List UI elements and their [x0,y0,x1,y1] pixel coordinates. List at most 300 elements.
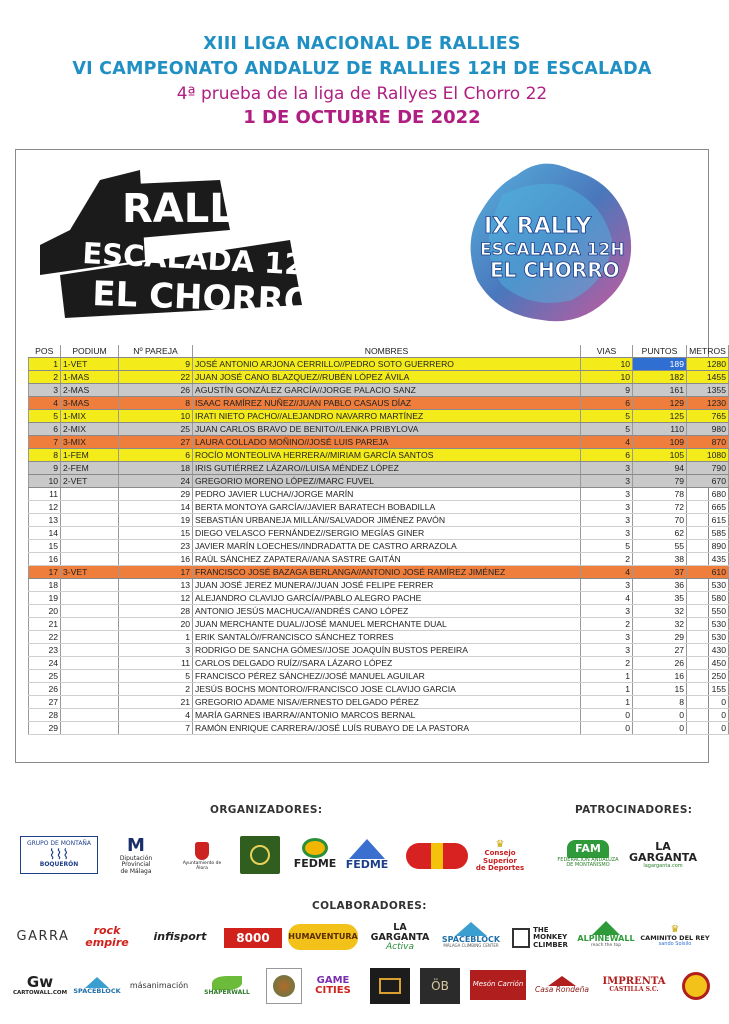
game-l2: CITIES [315,985,351,996]
cell-vias: 10 [581,358,633,371]
cell-vias: 3 [581,527,633,540]
cell-metros: 1230 [687,397,729,410]
monkey-l1: THE [533,925,549,934]
cell-pos: 1 [29,358,61,371]
title-liga: XIII LIGA NACIONAL DE RALLIES [203,34,521,54]
cell-vias: 0 [581,722,633,735]
rally-escalada-logo [40,170,330,322]
patrocinadores-heading: PATROCINADORES: [575,804,693,816]
table-row [29,462,729,475]
cell-metros: 615 [687,514,729,527]
cell-nombres: GREGORIO ADAME NISA//ERNESTO DELGADO PÉREZ [193,696,581,709]
spaceblock-peak-icon [455,922,487,936]
garganta-sub: lagarganta.com [643,862,683,869]
cell-metros: 530 [687,631,729,644]
cell-metros: 680 [687,488,729,501]
crown-icon: ♛ [495,838,505,850]
cell-nombres: JUAN CARLOS BRAVO DE BENITO//LENKA PRIBYLOVA [193,423,581,436]
table-row [29,527,729,540]
cell-metros: 765 [687,410,729,423]
square-art-logo [266,968,302,1004]
table-row [29,722,729,735]
cell-podium [61,618,119,631]
cell-vias: 6 [581,397,633,410]
cell-vias: 3 [581,514,633,527]
cell-puntos: 109 [633,436,687,449]
cell-pos: 28 [29,709,61,722]
cell-pos: 13 [29,514,61,527]
dark-square-logo [370,968,410,1004]
cell-podium: 2-VET [61,475,119,488]
cell-podium [61,592,119,605]
cell-vias: 3 [581,462,633,475]
cell-vias: 5 [581,423,633,436]
cell-podium [61,631,119,644]
cell-pareja: 11 [119,657,193,670]
table-row [29,475,729,488]
game-cities-logo [308,970,358,1002]
shaperwall-text: SHAPERWALL [204,988,250,996]
cell-puntos: 37 [633,566,687,579]
meson-carrion-logo: Mesón Carrión [470,970,526,1000]
alpinewall-sub: reach the top [590,942,622,948]
cell-vias: 6 [581,449,633,462]
logo1-chorro-text: EL CHORRO [91,274,314,322]
cell-vias: 4 [581,436,633,449]
table-row [29,371,729,384]
cell-pareja: 26 [119,384,193,397]
cell-nombres: GREGORIO MORENO LÓPEZ//MARC FUVEL [193,475,581,488]
cell-pareja: 6 [119,449,193,462]
table-row [29,488,729,501]
cell-pos: 7 [29,436,61,449]
fish-icon: ⌇⌇⌇ [48,846,70,863]
fam-badge: FAM [567,840,609,858]
la-garganta-activa-logo [364,924,436,952]
cell-nombres: CARLOS DELGADO RUÍZ//SARA LÁZARO LÓPEZ [193,657,581,670]
cell-puntos: 182 [633,371,687,384]
cell-vias: 5 [581,410,633,423]
cell-puntos: 36 [633,579,687,592]
cell-pos: 4 [29,397,61,410]
cell-podium: 3-MAS [61,397,119,410]
cell-pareja: 24 [119,475,193,488]
cell-metros: 1080 [687,449,729,462]
cell-nombres: RAÚL SÁNCHEZ ZAPATERA//ANA SASTRE GAITÁN [193,553,581,566]
fam-logo [556,830,620,878]
spaceblock-small-text: SPACEBLOCK [73,987,121,996]
csd-mark-icon [406,843,468,869]
cell-puntos: 72 [633,501,687,514]
cell-puntos: 8 [633,696,687,709]
csd-l3: de Deportes [475,863,525,872]
round-emblem-icon [682,972,710,1000]
imprenta-l1: IMPRENTA [602,975,666,987]
cell-nombres: BERTA MONTOYA GARCÍA//JAVIER BARATECH BOBADILLA [193,501,581,514]
cell-pareja: 5 [119,670,193,683]
csd-mark-logo [402,838,472,874]
col-puntos-header: PUNTOS [633,345,687,358]
cell-pareja: 19 [119,514,193,527]
cell-vias: 1 [581,683,633,696]
cell-puntos: 110 [633,423,687,436]
monkey-l3: CLIMBER [533,940,568,949]
cell-puntos: 62 [633,527,687,540]
alpinewall-logo [576,918,636,952]
cell-pareja: 20 [119,618,193,631]
cell-puntos: 94 [633,462,687,475]
cartowall-gw-icon: Gw [26,973,54,992]
humaventura-logo: HUMAVENTURA [288,924,358,950]
colaboradores-heading: COLABORADORES: [312,900,427,912]
cell-pareja: 16 [119,553,193,566]
cell-pos: 27 [29,696,61,709]
csd-text-logo [474,836,526,876]
cell-metros: 450 [687,657,729,670]
diputacion-logo [106,836,166,876]
cell-podium [61,579,119,592]
cell-pareja: 28 [119,605,193,618]
cell-pareja: 23 [119,540,193,553]
cell-nombres: JESÚS BOCHS MONTORO//FRANCISCO JOSE CLAVIJO GARCIA [193,683,581,696]
cell-pareja: 14 [119,501,193,514]
cell-metros: 435 [687,553,729,566]
cell-podium: 3-VET [61,566,119,579]
csd-l1: Consejo [484,849,516,858]
logo1-escalada-text: ESCALADA 12H [81,236,330,283]
title-campeonato: VI CAMPEONATO ANDALUZ DE RALLIES 12H DE ESCALADA [72,59,652,79]
cell-puntos: 189 [633,358,687,371]
cell-vias: 1 [581,670,633,683]
cell-metros: 980 [687,423,729,436]
cell-podium [61,501,119,514]
cell-pos: 5 [29,410,61,423]
cell-nombres: DIEGO VELASCO FERNÁNDEZ//SERGIO MEGÍAS GINER [193,527,581,540]
cell-nombres: ANTONIO JESÚS MACHUCA//ANDRÉS CANO LÓPEZ [193,605,581,618]
cell-podium: 2-MAS [61,384,119,397]
diputacion-m-icon: M [127,835,145,857]
garganta2-l2: Activa [386,942,414,953]
caminito-del-rey-logo [640,918,710,954]
cartowall-logo [14,970,66,1002]
cell-nombres: IRIS GUTIÉRREZ LÁZARO//LUISA MÉNDEZ LÓPEZ [193,462,581,475]
cell-metros: 0 [687,709,729,722]
infisport-logo: infisport [153,930,207,944]
cell-podium: 1-MAS [61,371,119,384]
tree-art-icon [273,975,295,997]
cell-puntos: 105 [633,449,687,462]
cell-podium [61,670,119,683]
table-row [29,579,729,592]
cell-vias: 3 [581,501,633,514]
boqueron-l1: GRUPO DE MONTAÑA [26,840,92,848]
cell-vias: 5 [581,540,633,553]
cell-nombres: IRATI NIETO PACHO//ALEJANDRO NAVARRO MARTÍNEZ [193,410,581,423]
table-row [29,709,729,722]
cell-podium: 3-MIX [61,436,119,449]
cell-puntos: 78 [633,488,687,501]
cell-pareja: 9 [119,358,193,371]
fedme-text: FEDME [293,857,337,871]
logo2-ix-rally-text: IX RALLY [484,214,592,239]
cell-metros: 890 [687,540,729,553]
table-row [29,553,729,566]
cell-pos: 29 [29,722,61,735]
alpinewall-peak-icon [592,921,620,935]
cell-metros: 1355 [687,384,729,397]
casa-text: Casa Rondeña [535,985,589,995]
cell-vias: 2 [581,657,633,670]
caminito-sub: sando Solsilo [658,941,692,948]
ix-rally-logo [462,155,642,330]
cell-nombres: JUAN JOSÉ CANO BLAZQUEZ//RUBÉN LÓPEZ ÁVILA [193,371,581,384]
table-row [29,384,729,397]
masanimacion-logo: másanimación [129,980,189,990]
cell-metros: 670 [687,475,729,488]
cell-podium: 2-FEM [61,462,119,475]
cell-pareja: 27 [119,436,193,449]
cell-pareja: 21 [119,696,193,709]
monkey-icon [512,928,530,948]
cell-pareja: 7 [119,722,193,735]
cell-puntos: 70 [633,514,687,527]
cell-puntos: 16 [633,670,687,683]
cell-podium [61,514,119,527]
cell-vias: 3 [581,475,633,488]
cell-pos: 15 [29,540,61,553]
cell-metros: 665 [687,501,729,514]
cell-pareja: 10 [119,410,193,423]
table-row [29,696,729,709]
cell-podium [61,657,119,670]
cell-metros: 250 [687,670,729,683]
cell-metros: 430 [687,644,729,657]
cell-vias: 4 [581,592,633,605]
cell-pos: 21 [29,618,61,631]
garganta-text: LA GARGANTA [629,839,697,865]
cell-pos: 14 [29,527,61,540]
fam-l2: DE MONTAÑISMO [566,861,610,868]
cell-pareja: 8 [119,397,193,410]
cell-puntos: 27 [633,644,687,657]
subtitle-prueba: 4ª prueba de la liga de Rallyes El Chorro 22 [176,84,548,104]
organizadores-heading: ORGANIZADORES: [210,804,323,816]
alpinewall-text: ALPINEWALL [577,934,635,944]
cell-puntos: 125 [633,410,687,423]
col-nombres-header: NOMBRES [193,345,581,358]
table-row [29,683,729,696]
cell-pareja: 3 [119,644,193,657]
cell-pareja: 15 [119,527,193,540]
fedme-alt-logo [342,834,392,876]
cell-vias: 3 [581,644,633,657]
logo2-escalada-text: ESCALADA 12H [480,240,625,260]
cell-nombres: RAMÓN ENRIQUE CARRERA//JOSÉ LUÍS RUBAYO DE LA PASTORA [193,722,581,735]
table-row [29,501,729,514]
cell-pos: 16 [29,553,61,566]
cell-metros: 530 [687,579,729,592]
cell-podium: 1-MIX [61,410,119,423]
cell-puntos: 32 [633,618,687,631]
cell-podium: 2-MIX [61,423,119,436]
round-emblem-logo [680,968,712,1004]
csd-l2: Superior [483,856,517,865]
table-row [29,644,729,657]
cell-vias: 3 [581,579,633,592]
col-podium-header: PODIUM [61,345,119,358]
cell-pareja: 22 [119,371,193,384]
cell-podium [61,722,119,735]
cell-puntos: 35 [633,592,687,605]
spaceblock-small-logo [70,970,124,1002]
table-row [29,618,729,631]
monkey-climber-logo [508,924,572,952]
fedme-alt-text: FEDME [345,858,389,872]
cell-metros: 790 [687,462,729,475]
cell-pos: 23 [29,644,61,657]
cell-nombres: ERIK SANTALÓ//FRANCISCO SÁNCHEZ TORRES [193,631,581,644]
cell-pareja: 25 [119,423,193,436]
shaperwall-leaf-icon [212,976,242,990]
cell-vias: 3 [581,631,633,644]
rock-empire-logo: rock empire [85,924,129,949]
cell-metros: 610 [687,566,729,579]
cell-metros: 0 [687,722,729,735]
cell-nombres: RODRIGO DE SANCHA GÓMES//JOSE JOAQUÍN BUSTOS PEREIRA [193,644,581,657]
cell-vias: 10 [581,371,633,384]
table-header-row [29,345,729,358]
col-pos-header: POS [29,345,61,358]
table-row [29,605,729,618]
cell-metros: 870 [687,436,729,449]
table-row [29,657,729,670]
cell-podium: 1-VET [61,358,119,371]
cell-podium [61,709,119,722]
cell-nombres: JUAN MERCHANTE DUAL//JOSÉ MANUEL MERCHANTE DUAL [193,618,581,631]
cartowall-text: CARTOWALL.COM [12,989,68,996]
cell-metros: 550 [687,605,729,618]
caminito-text: CAMINITO DEL REY [640,934,710,943]
coat-of-arms-icon [195,842,209,860]
cell-metros: 0 [687,696,729,709]
imprenta-l2: CASTILLA S.C. [609,986,659,994]
cell-podium [61,696,119,709]
fedme-alt-mountain-icon [349,839,385,859]
cell-puntos: 129 [633,397,687,410]
cell-pos: 8 [29,449,61,462]
table-row [29,410,729,423]
cell-metros: 580 [687,592,729,605]
diputacion-l1: Diputación Provincial [119,855,153,869]
garra-logo: GARRA [16,929,70,945]
cell-pareja: 17 [119,566,193,579]
cell-podium [61,605,119,618]
cell-pos: 17 [29,566,61,579]
cell-puntos: 38 [633,553,687,566]
cell-podium [61,488,119,501]
8000-logo: 8000 [224,928,282,948]
cell-pareja: 18 [119,462,193,475]
cell-metros: 585 [687,527,729,540]
cell-nombres: FRANCISCO JOSÉ BAZAGA BERLANGA//ANTONIO JOSÉ RAMÍREZ JIMÉNEZ [193,566,581,579]
cell-pos: 9 [29,462,61,475]
cell-nombres: LAURA COLLADO MOÑINO//JOSÉ LUIS PAREJA [193,436,581,449]
cell-nombres: ALEJANDRO CLAVIJO GARCÍA//PABLO ALEGRO PACHE [193,592,581,605]
cell-puntos: 0 [633,709,687,722]
col-pareja-header: Nº PAREJA [119,345,193,358]
cell-pareja: 2 [119,683,193,696]
cell-vias: 3 [581,605,633,618]
cell-nombres: ISAAC RAMÍREZ NUÑEZ//JUAN PABLO CASAUS DÍAZ [193,397,581,410]
cell-puntos: 15 [633,683,687,696]
table-row [29,566,729,579]
cell-pos: 3 [29,384,61,397]
cell-pos: 6 [29,423,61,436]
table-row [29,449,729,462]
table-row [29,397,729,410]
cell-metros: 1455 [687,371,729,384]
logo1-rally-text: RALLY [122,186,258,232]
cell-nombres: MARÍA GARNES IBARRA//ANTONIO MARCOS BERNAL [193,709,581,722]
cell-nombres: JUAN JOSÉ JEREZ MUNERA//JUAN JOSÉ FELIPE FERRER [193,579,581,592]
cell-metros: 530 [687,618,729,631]
cell-vias: 0 [581,709,633,722]
cell-puntos: 161 [633,384,687,397]
emblem-icon [250,845,270,865]
table-row [29,514,729,527]
col-vias-header: VIAS [581,345,633,358]
monkey-l2: MONKEY [533,933,568,942]
cell-vias: 2 [581,618,633,631]
cell-puntos: 29 [633,631,687,644]
cell-puntos: 55 [633,540,687,553]
cell-podium [61,644,119,657]
cell-nombres: ROCÍO MONTEOLIVA HERRERA//MIRIAM GARCÍA SANTOS [193,449,581,462]
results-body [29,358,729,735]
cell-puntos: 79 [633,475,687,488]
cell-nombres: AGUSTÍN GONZÁLEZ GARCÍA//JORGE PALACIO SANZ [193,384,581,397]
event-date: 1 DE OCTUBRE DE 2022 [243,107,481,128]
cell-pos: 25 [29,670,61,683]
spaceblock-logo [438,918,504,952]
cell-pareja: 12 [119,592,193,605]
cell-podium [61,683,119,696]
cell-nombres: JOSÉ ANTONIO ARJONA CERRILLO//PEDRO SOTO GUERRERO [193,358,581,371]
cell-pos: 26 [29,683,61,696]
monkey-text-block [533,927,568,949]
cell-pos: 24 [29,657,61,670]
table-row [29,592,729,605]
cell-metros: 1280 [687,358,729,371]
garganta2-l1: LA GARGANTA [370,922,430,944]
cell-pos: 11 [29,488,61,501]
la-garganta-logo [620,838,706,872]
table-row [29,436,729,449]
cell-puntos: 32 [633,605,687,618]
ob-logo: ÖB [420,968,460,1004]
imprenta-castilla-logo [596,970,672,1000]
cell-vias: 1 [581,696,633,709]
table-row [29,358,729,371]
dark-square-icon [379,978,401,994]
cell-nombres: FRANCISCO PÉREZ SÁNCHEZ//JOSÉ MANUEL AGUILAR [193,670,581,683]
diputacion-l2: de Málaga [120,867,152,875]
table-row [29,670,729,683]
cell-pareja: 29 [119,488,193,501]
cell-vias: 3 [581,488,633,501]
cell-pareja: 4 [119,709,193,722]
boqueron-l2: BOQUERÓN [39,861,79,869]
